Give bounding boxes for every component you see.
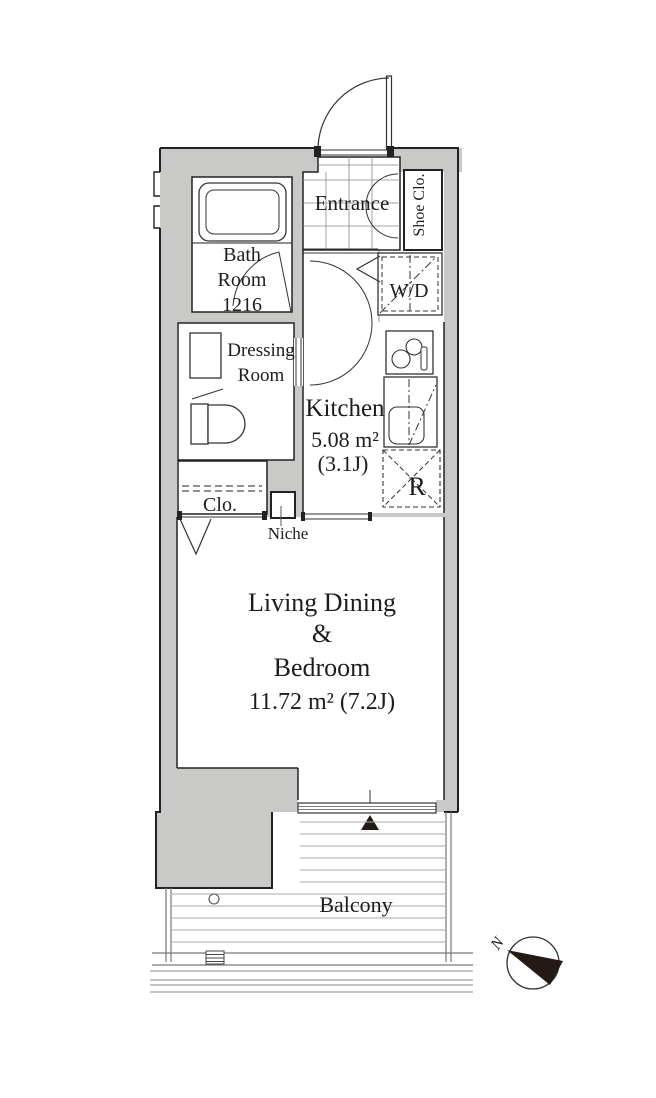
entry-door-swing-arc [318, 78, 389, 150]
entrance-label: Entrance [314, 191, 390, 215]
threshold-cap-right [368, 512, 372, 521]
dressing-door-gap [294, 338, 303, 386]
niche-label: Niche [267, 524, 309, 543]
balcony-drain-circle [209, 894, 219, 904]
kitchen-area-jo: (3.1J) [317, 451, 369, 476]
site-boundary-lines [150, 971, 473, 992]
dressing-label-1: Dressing [227, 340, 295, 361]
north-arrow-icon [507, 950, 563, 985]
entry-door-post-right [387, 146, 394, 157]
stove-burner-left [392, 350, 410, 368]
bath-label-1: Bath [223, 244, 261, 266]
washer-dryer-label: W/D [389, 280, 429, 302]
balcony-bottom-lines [152, 953, 473, 965]
living-window [298, 803, 436, 813]
kitchen-sink [389, 407, 424, 444]
kitchen-label: Kitchen [305, 395, 385, 422]
balcony-deck-lines-lower [172, 894, 445, 942]
balcony-step-block [206, 951, 224, 964]
kitchen-area-m2: 5.08 m² [311, 427, 379, 452]
wall-right-foot [436, 798, 458, 812]
bath-label-2: Room [217, 269, 267, 291]
toilet-bowl [208, 405, 245, 443]
closet-cap-right [262, 511, 267, 520]
toilet-tank [191, 404, 208, 444]
niche-box [271, 492, 295, 518]
stove-grill [421, 347, 427, 370]
compass [487, 933, 563, 989]
living-label-1: Living Dining [247, 588, 397, 617]
entry-door-leaf [387, 76, 392, 150]
compass-north-label: N [487, 934, 508, 953]
wall-south-left [160, 768, 298, 812]
dressing-label-2: Room [237, 365, 285, 386]
closet-label: Clo. [203, 494, 237, 516]
bath-label-3: 1216 [222, 294, 262, 316]
balcony-label: Balcony [319, 892, 393, 917]
living-label-3: Bedroom [273, 653, 371, 682]
fridge-label: R [408, 472, 426, 501]
balcony-deck-lines-upper [300, 822, 445, 882]
entry-door-post-left [314, 146, 321, 157]
bathtub-inner [206, 190, 279, 234]
wall-right [444, 148, 458, 812]
entry-threshold [318, 150, 390, 155]
living-area-label: 11.72 m² (7.2J) [248, 689, 396, 715]
shoe-closet-label: Shoe Clo. [411, 173, 428, 237]
living-label-2: & [311, 619, 333, 648]
threshold-cap-left [301, 512, 305, 521]
wall-balcony-block [156, 812, 272, 888]
outline-left-joint [154, 172, 160, 228]
vanity-sink [190, 333, 221, 378]
stove-burner-right [406, 339, 422, 355]
closet-cap-left [177, 511, 182, 520]
